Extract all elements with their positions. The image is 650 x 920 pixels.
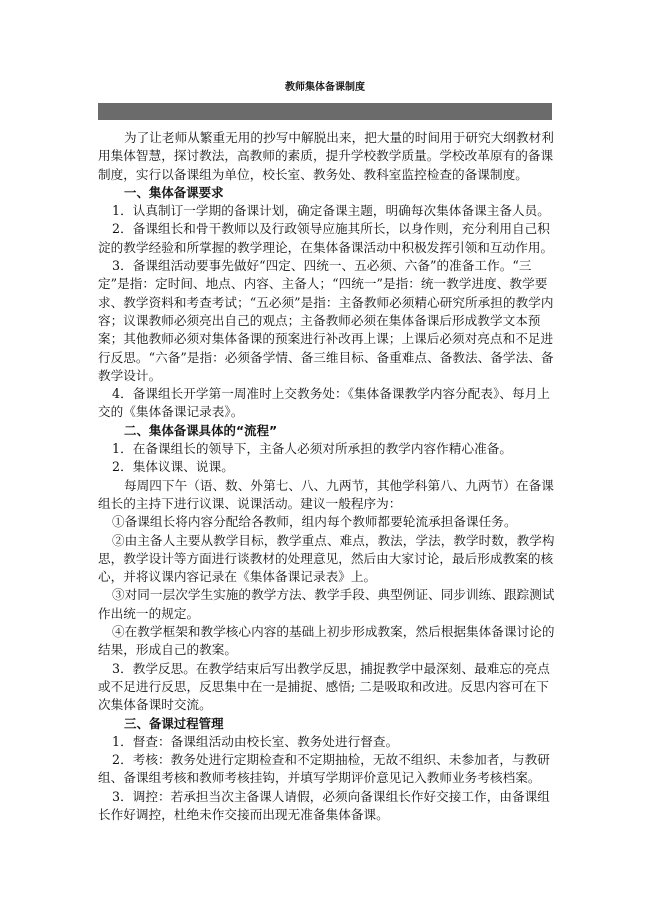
paragraph: 1．认真制订一学期的备课计划，确定备课主题，明确每次集体备课主备人员。 — [112, 203, 550, 219]
section-heading-management: 三、备课过程管理 — [124, 715, 224, 731]
paragraph: ③对同一层次学生实施的教学方法、教学手段、典型例证、同步训练、跟踪测试作出统一的规定。 — [98, 587, 555, 621]
paragraph: 2．考核：教务处进行定期检查和不定期抽检，无故不组织、未参加者，与教研组、备课组考核和教师考核挂钩，并填写学期评价意见记入教师业务考核档案。 — [98, 752, 550, 786]
paragraph: 2．备课组长和骨干教师以及行政领导应施其所长，以身作则，充分利用自己积淀的教学经验和所掌握的教学理论，在集体备课活动中积极发挥引领和互动作用。 — [98, 221, 554, 255]
paragraph: 4．备课组长开学第一周准时上交教务处：《集体备课教学内容分配表》、每月上交的《集体备课记录表》。 — [98, 386, 550, 420]
section-heading-requirements: 一、集体备课要求 — [124, 184, 224, 200]
paragraph: 3．调控：若承担当次主备课人请假，必须向备课组长作好交接工作，由备课组长作好调控，杜绝未作交接而出现无准备集体备课。 — [98, 788, 550, 822]
paragraph: 2．集体议课、说课。 — [112, 459, 234, 475]
paragraph: 每周四下午（语、数、外第七、八、九两节，其他学科第八、九两节）在备课组长的主持下进行议课、说课活动。建议一般程序为： — [98, 477, 554, 511]
header-bar — [98, 103, 552, 120]
section-heading-process: 二、集体备课具体的“流程” — [124, 422, 278, 438]
document-title: 教师集体备课制度 — [285, 82, 365, 93]
paragraph: 1．在备课组长的领导下，主备人必须对所承担的教学内容作精心准备。 — [112, 441, 513, 457]
paragraph: ①备课组长将内容分配给各教师，组内每个教师都要轮流承担备课任务。 — [112, 514, 517, 530]
document-body — [98, 129, 556, 824]
paragraph: ④在教学框架和教学核心内容的基础上初步形成教案，然后根据集体备课讨论的结果，形成自己的教案。 — [98, 624, 555, 658]
intro-paragraph: 为了让老师从繁重无用的抄写中解脱出来，把大量的时间用于研究大纲教材利用集体智慧，探讨教法，高教师的素质，提升学校教学质量。学校改革原有的备课制度，实行以备课组为单位，校长室、教务处、教科室监控检查的备课制度。 — [98, 130, 554, 182]
paragraph: 3．备课组活动要事先做好“四定、四统一、五必须、六备”的准备工作。“三定”是指：定时间、地点、内容、主备人；“四统一”是指：统一教学进度、教学要求、教学资料和考查考试；“五必须”是指：主备教师必须精心研究所承担的教学内容；议课教师必须亮出自己的观点；主备教师必须在集体备课后形成教学文本预案；其他教师必须对集体备课的预案进行补改再上课；上课后必须对亮点和不足进行反思。“六备”是指：必须备学情、备三维目标、备重难点、备教法、备学法、备教学设计。 — [98, 258, 554, 383]
paragraph: 3．教学反思。在教学结束后写出教学反思，捕捉教学中最深刻、最难忘的亮点或不足进行反思，反思集中在一是捕捉、感悟; 二是吸取和改进。反思内容可在下次集体备课时交流。 — [98, 660, 550, 713]
paragraph: 1．督查：备课组活动由校长室、教务处进行督查。 — [112, 733, 399, 749]
paragraph: ②由主备人主要从教学目标，教学重点、难点，教法，学法，教学时数，教学构思，教学设计等方面进行谈教材的处理意见，然后由大家讨论，最后形成教案的核心，并将议课内容记录在《集体备课记录表》上。 — [98, 532, 555, 585]
